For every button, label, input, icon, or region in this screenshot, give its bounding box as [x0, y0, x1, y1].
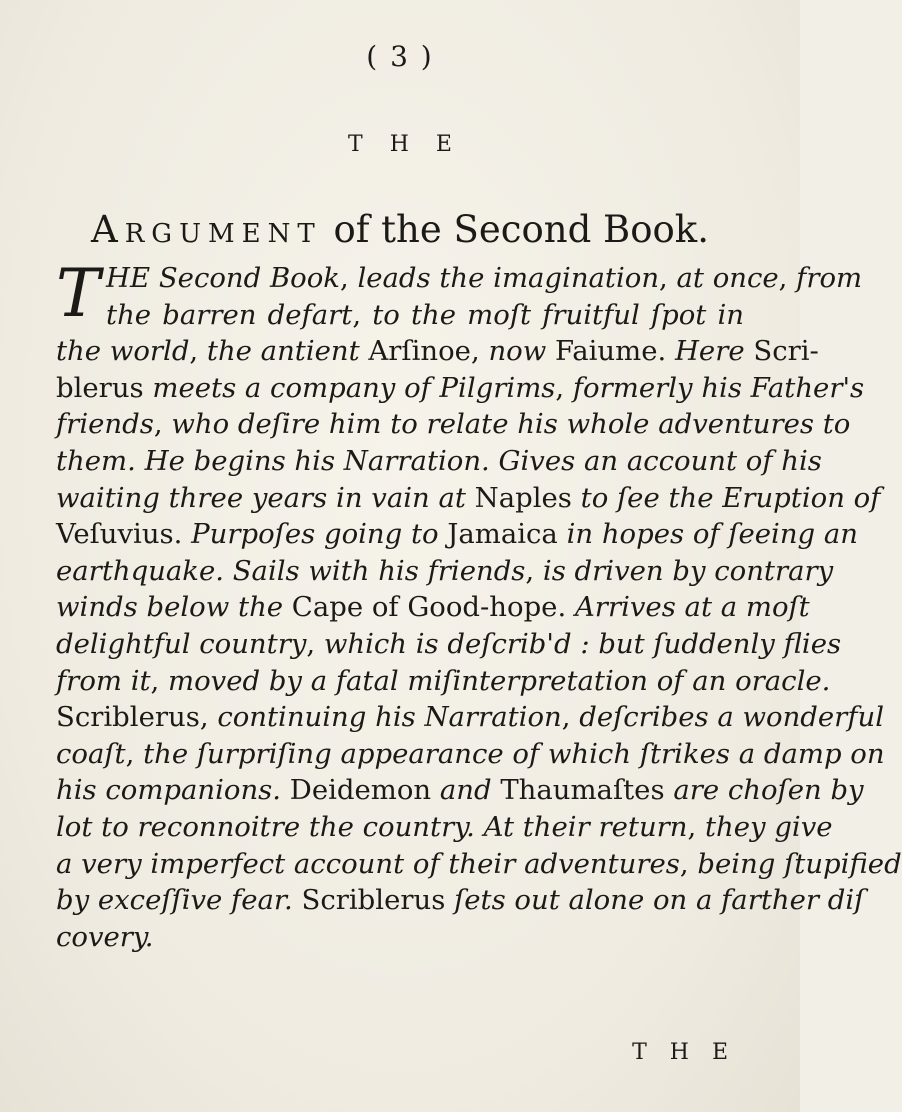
text-line: [56, 589, 810, 626]
text-segment: from it: [56, 664, 151, 697]
text-segment: moved by a fatal miſinterpretation of an oracle.: [168, 664, 831, 697]
text-segment: HE: [106, 262, 159, 294]
text-segment: Scriblerus: [301, 884, 455, 917]
text-segment: coaſt: [56, 737, 126, 770]
text-segment: friends: [56, 408, 154, 441]
text-line: [56, 297, 744, 334]
the-heading: T H E: [348, 132, 462, 157]
text-segment: them. He begins his Narration. Gives an account of his: [56, 444, 822, 477]
text-segment: being ſtupified: [697, 847, 902, 880]
text-segment: ,: [659, 262, 677, 294]
text-segment: ,: [352, 298, 373, 331]
text-segment: delightful country: [56, 627, 307, 660]
text-line: [56, 809, 833, 846]
drop-cap: T: [56, 255, 101, 332]
text-segment: Scriblerus,: [56, 701, 218, 734]
text-segment: who deſire him to relate his whole adventures to: [171, 408, 851, 441]
text-line: [56, 553, 834, 590]
text-segment: ,: [778, 262, 797, 294]
text-segment: is driven by contrary: [542, 554, 834, 587]
text-segment: to ſee the Eruption of: [580, 481, 881, 514]
text-segment: Here: [674, 335, 754, 368]
text-segment: ,: [150, 664, 169, 697]
text-segment: ,: [125, 737, 144, 770]
text-segment: ſets out alone on a farther diſ: [454, 884, 865, 917]
text-segment: Thaumaſtes: [500, 774, 674, 807]
text-line: [56, 480, 881, 517]
text-line: [56, 260, 863, 297]
text-line: [56, 882, 865, 919]
text-segment: formerly his Father's: [572, 371, 865, 404]
text-segment: the world: [56, 335, 190, 368]
text-segment: the ſurpriſing appearance of which ſtrikes a damp on: [143, 737, 885, 770]
argument-title-rest: of the Second Book.: [321, 208, 709, 251]
text-segment: the antient: [206, 335, 369, 368]
text-segment: now: [488, 335, 555, 368]
text-segment: Second Book: [158, 262, 340, 294]
argument-title-word: Argument: [91, 208, 322, 251]
text-line: [56, 333, 819, 370]
text-segment: continuing his Narration: [217, 701, 562, 734]
text-line: [56, 919, 744, 956]
text-segment: blerus: [56, 371, 153, 404]
text-segment: Cape of Good-hope.: [291, 591, 575, 624]
text-line: [56, 443, 822, 480]
page-number: ( 3 ): [366, 40, 434, 73]
text-segment: Arrives at a moſt: [574, 591, 810, 624]
text-line: [56, 516, 858, 553]
text-segment: ,: [189, 335, 207, 368]
text-segment: Jamaica: [447, 518, 567, 551]
text-segment: and: [439, 774, 501, 807]
argument-text: [56, 255, 902, 955]
text-segment: at once: [676, 262, 779, 294]
text-segment: Faiume.: [555, 335, 675, 368]
text-segment: earthquake. Sails with his friends: [56, 554, 526, 587]
catchword: T H E: [632, 1040, 736, 1065]
text-segment: ,: [525, 554, 543, 587]
text-segment: deſcribes a wonderful: [579, 701, 885, 734]
text-line: [56, 370, 865, 407]
text-segment: his companions.: [56, 774, 290, 807]
text-segment: they give: [705, 810, 833, 843]
text-segment: to the moſt fruitful ſpot in: [372, 298, 744, 331]
text-segment: ,: [306, 627, 324, 660]
text-line: [56, 772, 864, 809]
text-segment: the barren defart: [106, 298, 353, 331]
text-segment: meets a company of Pilgrims: [152, 371, 556, 404]
text-segment: in hopes of ſeeing an: [566, 518, 858, 551]
text-segment: waiting three years in vain at: [56, 481, 475, 514]
text-segment: winds below the: [56, 591, 292, 624]
text-line: [56, 699, 885, 736]
text-segment: are choſen by: [673, 774, 864, 807]
text-line: [56, 406, 851, 443]
text-segment: Scri-: [753, 335, 819, 368]
text-line: [56, 663, 831, 700]
text-segment: ,: [555, 371, 573, 404]
text-segment: leads the imagination: [357, 262, 660, 294]
text-segment: ,: [561, 701, 580, 734]
text-segment: ,: [153, 408, 172, 441]
text-segment: by exceſſive fear.: [56, 884, 302, 917]
text-segment: Deidemon: [289, 774, 440, 807]
text-segment: covery.: [56, 920, 154, 953]
text-segment: Veſuvius.: [56, 518, 192, 551]
argument-title: [0, 208, 800, 251]
text-segment: Purpoſes going to: [191, 518, 448, 551]
text-segment: ,: [339, 262, 358, 294]
text-segment: Arſinoe,: [368, 335, 489, 368]
text-segment: Naples: [474, 481, 581, 514]
text-segment: ,: [679, 847, 698, 880]
text-segment: lot to reconnoitre the country. At their return: [56, 810, 688, 843]
text-segment: a very imperfect account of their adventures: [56, 847, 680, 880]
text-line: [56, 736, 885, 773]
text-segment: which is deſcrib'd : but ſuddenly flies: [323, 627, 842, 660]
text-line: [56, 846, 902, 883]
text-segment: ,: [687, 810, 705, 843]
text-line: [56, 626, 842, 663]
text-segment: from: [796, 262, 863, 294]
